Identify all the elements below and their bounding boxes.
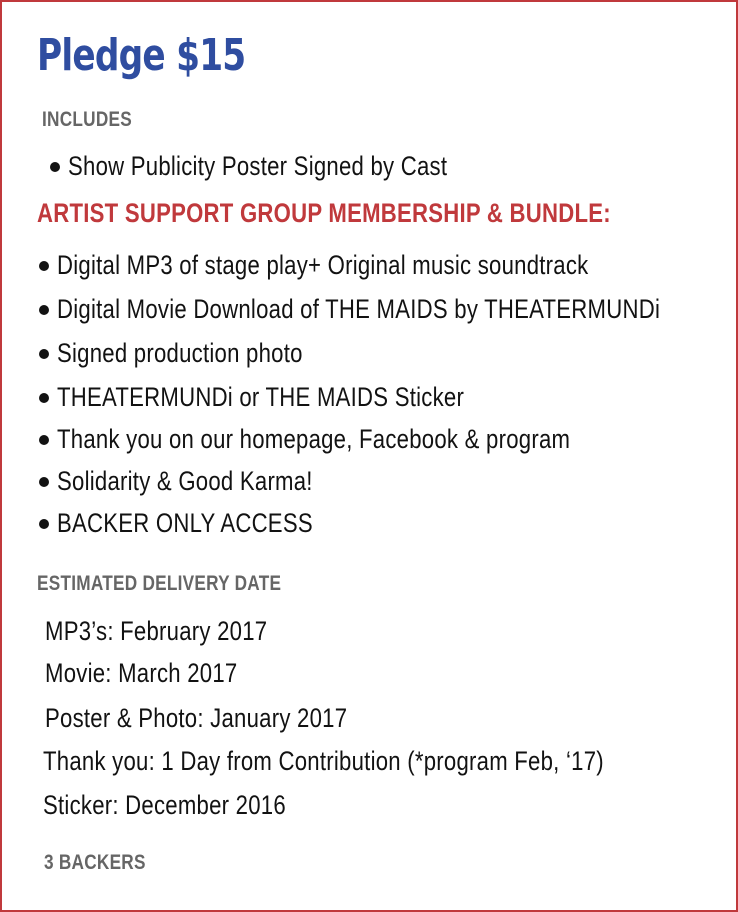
bullet-icon <box>39 261 49 271</box>
bundle-item-text: Digital Movie Download of THE MAIDS by THEATERMUNDi <box>57 294 661 324</box>
bundle-item <box>39 294 738 325</box>
bundle-item <box>39 466 369 497</box>
bundle-item-text: Solidarity & Good Karma! <box>57 466 313 496</box>
bullet-icon <box>39 305 49 315</box>
bundle-item-text: Digital MP3 of stage play+ Original music soundtrack <box>57 250 589 280</box>
bundle-item-text: Thank you on our homepage, Facebook & program <box>57 424 571 454</box>
bundle-item-text: BACKER ONLY ACCESS <box>57 508 313 538</box>
delivery-label: ESTIMATED DELIVERY DATE <box>37 572 282 595</box>
bullet-icon <box>39 349 49 359</box>
bundle-item <box>39 338 357 369</box>
bundle-item <box>39 424 683 455</box>
bullet-icon <box>39 519 49 529</box>
bullet-icon <box>50 162 60 172</box>
includes-item <box>50 151 531 182</box>
includes-label: INCLUDES <box>42 108 132 131</box>
bundle-item <box>39 508 369 539</box>
bundle-item-text: THEATERMUNDi or THE MAIDS Sticker <box>57 382 465 412</box>
bullet-icon <box>39 435 49 445</box>
delivery-line: Sticker: December 2016 <box>43 790 286 820</box>
pledge-title: Pledge $15 <box>37 30 246 81</box>
delivery-line: Thank you: 1 Day from Contribution (*program Feb, ‘17) <box>43 746 604 776</box>
bundle-item <box>39 250 705 281</box>
includes-item-text: Show Publicity Poster Signed by Cast <box>68 151 448 181</box>
delivery-line: MP3’s: February 2017 <box>45 616 268 646</box>
bullet-icon <box>39 393 49 403</box>
bundle-heading: ARTIST SUPPORT GROUP MEMBERSHIP & BUNDLE: <box>37 198 611 228</box>
delivery-line: Poster & Photo: January 2017 <box>45 703 348 733</box>
backers-count: 3 BACKERS <box>44 851 146 874</box>
delivery-line: Movie: March 2017 <box>45 658 238 688</box>
bullet-icon <box>39 477 49 487</box>
bundle-item-text: Signed production photo <box>57 338 303 368</box>
bundle-item <box>39 382 553 413</box>
